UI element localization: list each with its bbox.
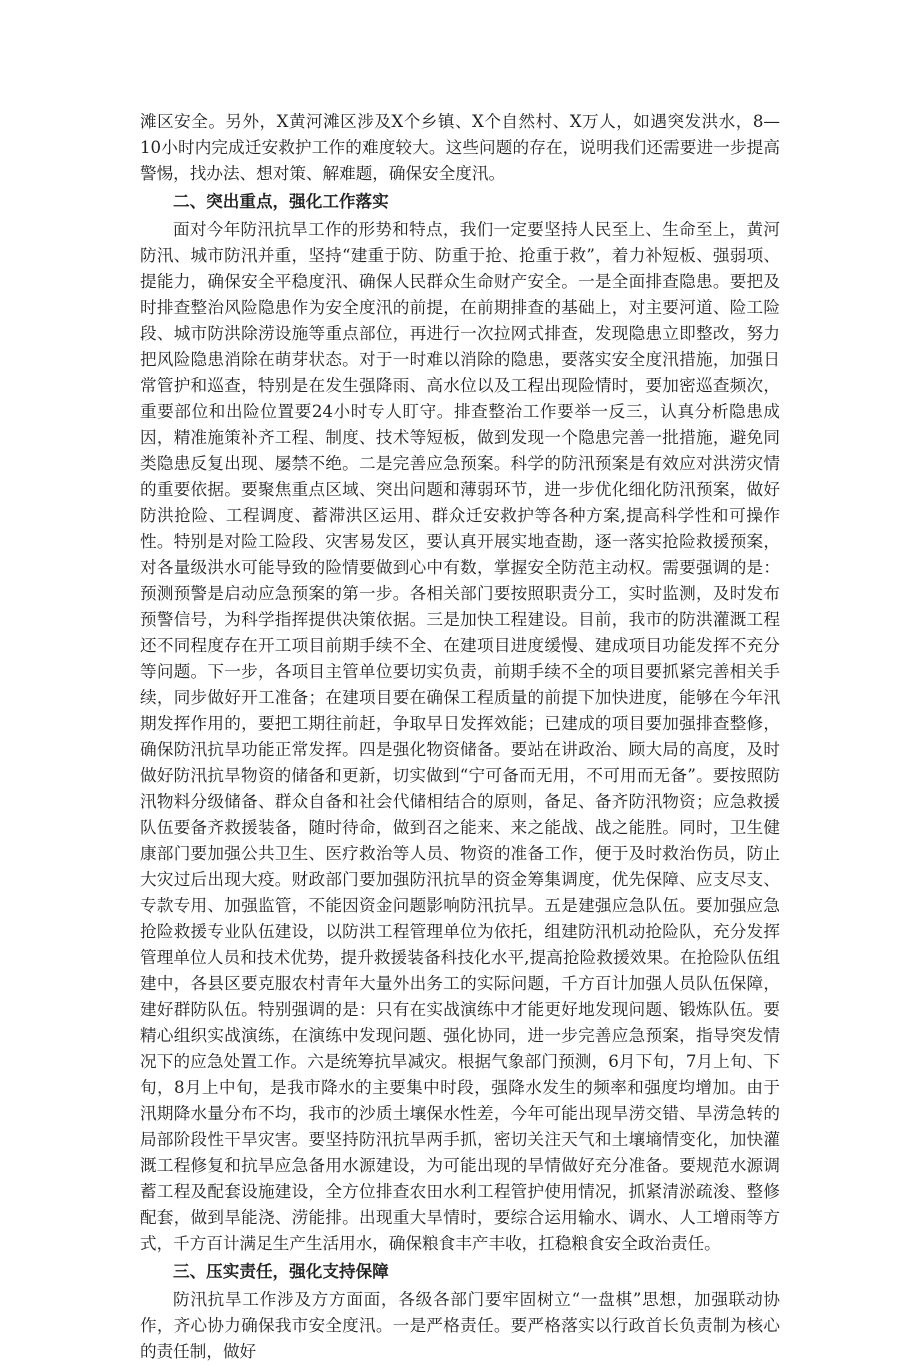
paragraph-1: 滩区安全。另外，X黄河滩区涉及X个乡镇、X个自然村、X万人，如遇突发洪水，8—10小时内完成迁安救护工作的难度较大。这些问题的存在，说明我们还需要进一步提高警惕，找办法、想对策、解难题，确保安全度汛。 — [140, 112, 780, 183]
section-heading-2: 二、突出重点，强化工作落实 — [173, 192, 389, 211]
paragraph-2: 面对今年防汛抗旱工作的形势和特点，我们一定要坚持人民至上、生命至上，黄河防汛、城市防汛并重，坚持“建重于防、防重于抢、抢重于救”，着力补短板、强弱项、提能力，确保安全平稳度汛、确保人民群众生命财产安全。一是全面排查隐患。要把及时排查整治风险隐患作为安全度汛的前提，在前期排查的基础上，对主要河道、险工险段、城市防洪除涝设施等重点部位，再进行一次拉网式排查，发现隐患立即整改，努力把风险隐患消除在萌芽状态。对于一时难以消除的隐患，要落实安全度汛措施，加强日常管护和巡查，特别是在发生强降雨、高水位以及工程出现险情时，要加密巡查频次，重要部位和出险位置要24小时专人盯守。排查整治工作要举一反三，认真分析隐患成因，精准施策补齐工程、制度、技术等短板，做到发现一个隐患完善一批措施，避免同类隐患反复出现、屡禁不绝。二是完善应急预案。科学的防汛预案是有效应对洪涝灾情的重要依据。要聚焦重点区域、突出问题和薄弱环节，进一步优化细化防汛预案，做好防洪抢险、工程调度、蓄滞洪区运用、群众迁安救护等各种方案,提高科学性和可操作性。特别是对险工险段、灾害易发区，要认真开展实地查勘，逐一落实抢险救援预案，对各量级洪水可能导致的险情要做到心中有数，掌握安全防范主动权。需要强调的是：预测预警是启动应急预案的第一步。各相关部门要按照职责分工，实时监测，及时发布预警信号，为科学指挥提供决策依据。三是加快工程建设。目前，我市的防洪灌溉工程还不同程度存在开工项目前期手续不全、在建项目进度缓慢、建成项目功能发挥不充分等问题。下一步，各项目主管单位要切实负责，前期手续不全的项目要抓紧完善相关手续，同步做好开工准备；在建项目要在确保工程质量的前提下加快进度，能够在今年汛期发挥作用的，要把工期往前赶，争取早日发挥效能；已建成的项目要加强排查整修，确保防汛抗旱功能正常发挥。四是强化物资储备。要站在讲政治、顾大局的高度，及时做好防汛抗旱物资的储备和更新，切实做到“宁可备而无用，不可用而无备”。要按照防汛物料分级储备、群众自备和社会代储相结合的原则，备足、备齐防汛物资；应急救援队伍要备齐救援装备，随时待命，做到召之能来、来之能战、战之能胜。同时，卫生健康部门要加强公共卫生、医疗救治等人员、物资的准备工作，便于及时救治伤员，防止大灾过后出现大疫。财政部门要加强防汛抗旱的资金筹集调度，优先保障、应支尽支、专款专用、加强监管，不能因资金问题影响防汛抗旱。五是建强应急队伍。要加强应急抢险救援专业队伍建设，以防洪工程管理单位为依托，组建防汛机动抢险队，充分发挥管理单位人员和技术优势，提升救援装备科技化水平,提高抢险救援效果。在抢险队伍组建中，各县区要克服农村青年大量外出务工的实际问题，千方百计加强人员队伍保障，建好群防队伍。特别强调的是：只有在实战演练中才能更好地发现问题、锻炼队伍。要精心组织实战演练，在演练中发现问题、强化协同，进一步完善应急预案，指导突发情况下的应急处置工作。六是统筹抗旱减灾。根据气象部门预测，6月下旬，7月上旬、下旬，8月上中旬，是我市降水的主要集中时段，强降水发生的频率和强度均增加。由于汛期降水量分布不均，我市的沙质土壤保水性差，今年可能出现旱涝交错、旱涝急转的局部阶段性干旱灾害。要坚持防汛抗旱两手抓，密切关注天气和土壤墒情变化，加快灌溉工程修复和抗旱应急备用水源建设，为可能出现的旱情做好充分准备。要规范水源调蓄工程及配套设施建设，全方位排查农田水利工程管护使用情况，抓紧清淤疏浚、整修配套，做到旱能浇、涝能排。出现重大旱情时，要综合运用输水、调水、人工增雨等方式，千方百计满足生产生活用水，确保粮食丰产丰收，扛稳粮食安全政治责任。 — [140, 220, 780, 1253]
section-heading-3: 三、压实责任，强化支持保障 — [173, 1262, 389, 1281]
paragraph-3: 防汛抗旱工作涉及方方面面，各级各部门要牢固树立“一盘棋”思想，加强联动协作，齐心协力确保我市安全度汛。一是严格责任。要严格落实以行政首长负责制为核心的责任制，做好 — [140, 1290, 780, 1361]
